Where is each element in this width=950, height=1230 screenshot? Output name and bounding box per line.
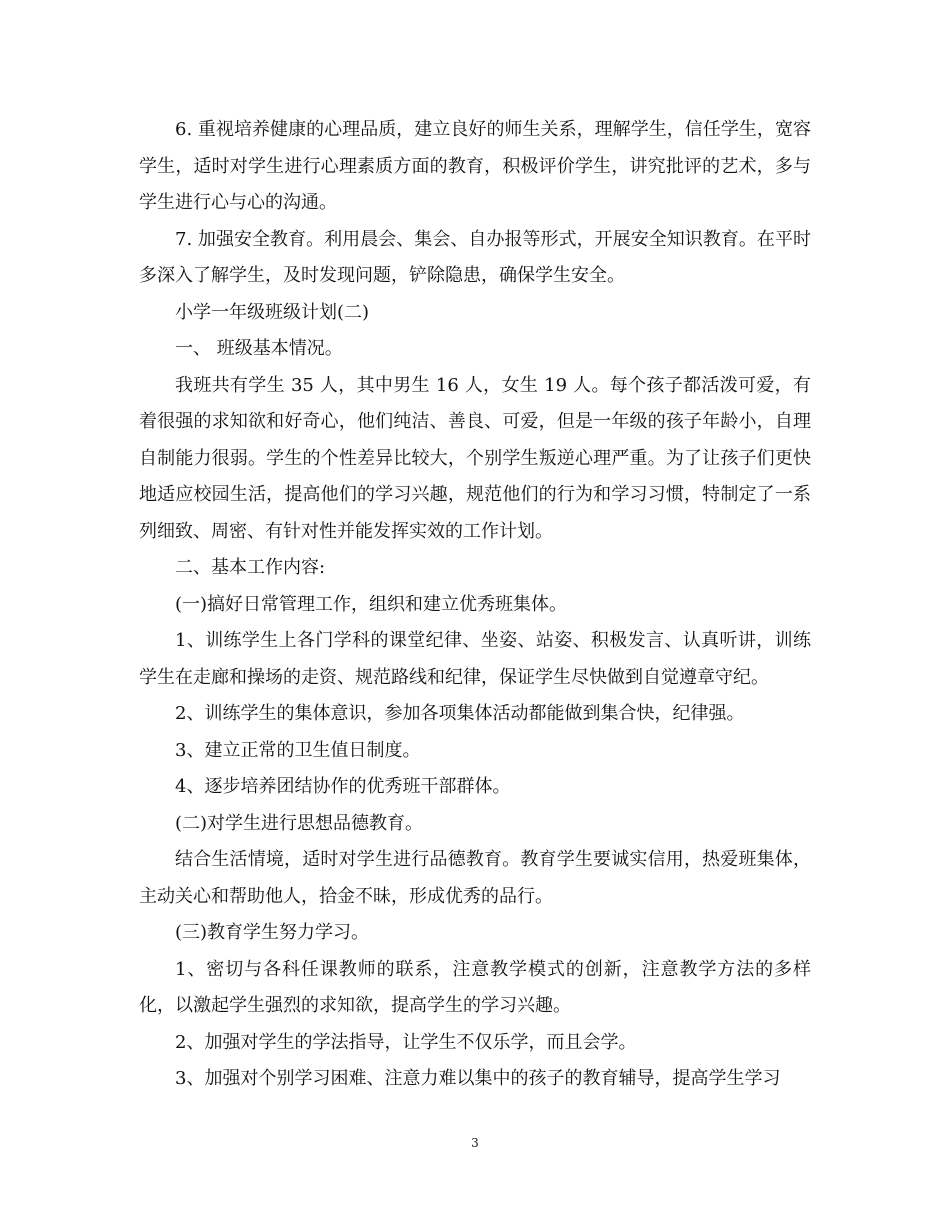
list-item-study-2: 2、加强对学生的学法指导，让学生不仅乐学，而且会学。 <box>175 1031 637 1053</box>
paragraph-item-6: 6. 重视培养健康的心理品质，建立良好的师生关系，理解学生，信任学生，宽容学生，适时对学生进行心理素质方面的教育，积极评价学生，讲究批评的艺术，多与学生进行心与心的沟通。 <box>139 119 811 213</box>
list-item-2: 2、训练学生的集体意识，参加各项集体活动都能做到集合快，纪律强。 <box>175 703 745 724</box>
heading-work-content: 二、基本工作内容: <box>175 557 326 578</box>
subheading-daily-management: (一)搞好日常管理工作，组织和建立优秀班集体。 <box>175 593 568 615</box>
subheading-study-education: (三)教育学生努力学习。 <box>175 922 370 943</box>
page-number: 3 <box>471 1136 479 1150</box>
paragraph-item-7: 7. 加强安全教育。利用晨会、集会、自办报等形式，开展安全知识教育。在平时多深入了解学生，及时发现问题，铲除隐患，确保学生安全。 <box>139 228 811 286</box>
list-item-3: 3、建立正常的卫生值日制度。 <box>175 739 421 761</box>
section-title: 小学一年级班级计划(二) <box>175 301 370 323</box>
paragraph-moral-education: 结合生活情境，适时对学生进行品德教育。教育学生要诚实信用，热爱班集体，主动关心和帮助他人，拾金不昧，形成优秀的品行。 <box>139 849 811 907</box>
list-item-study-3: 3、加强对个别学习困难、注意力难以集中的孩子的教育辅导，提高学生学习 <box>175 1068 781 1089</box>
subheading-moral-education: (二)对学生进行思想品德教育。 <box>175 812 424 834</box>
paragraph-class-overview: 我班共有学生 35 人，其中男生 16 人，女生 19 人。每个孩子都活泼可爱，有着很强的求知欲和好奇心，他们纯洁、善良、可爱，但是一年级的孩子年龄小，自理自制能力很弱。学生的个性差异比较大，个别学生叛逆心理严重。为了让孩子们更快地适应校园生活，提高他们的学习兴趣，规范他们的行为和学习习惯，特制定了一系列细致、周密、有针对性并能发挥实效的工作计划。 <box>139 374 811 542</box>
list-item-1: 1、训练学生上各门学科的课堂纪律、坐姿、站姿、积极发言、认真听讲，训练学生在走廊和操场的走资、规范路线和纪律，保证学生尽快做到自觉遵章守纪。 <box>139 630 811 688</box>
body-text <box>139 112 811 1098</box>
heading-basic-situation: 一、 班级基本情况。 <box>175 338 343 359</box>
list-item-study-1: 1、密切与各科任课教师的联系，注意教学模式的创新，注意教学方法的多样化，以激起学生强烈的求知欲，提高学生的学习兴趣。 <box>139 958 811 1016</box>
list-item-4: 4、逐步培养团结协作的优秀班干部群体。 <box>175 776 511 797</box>
